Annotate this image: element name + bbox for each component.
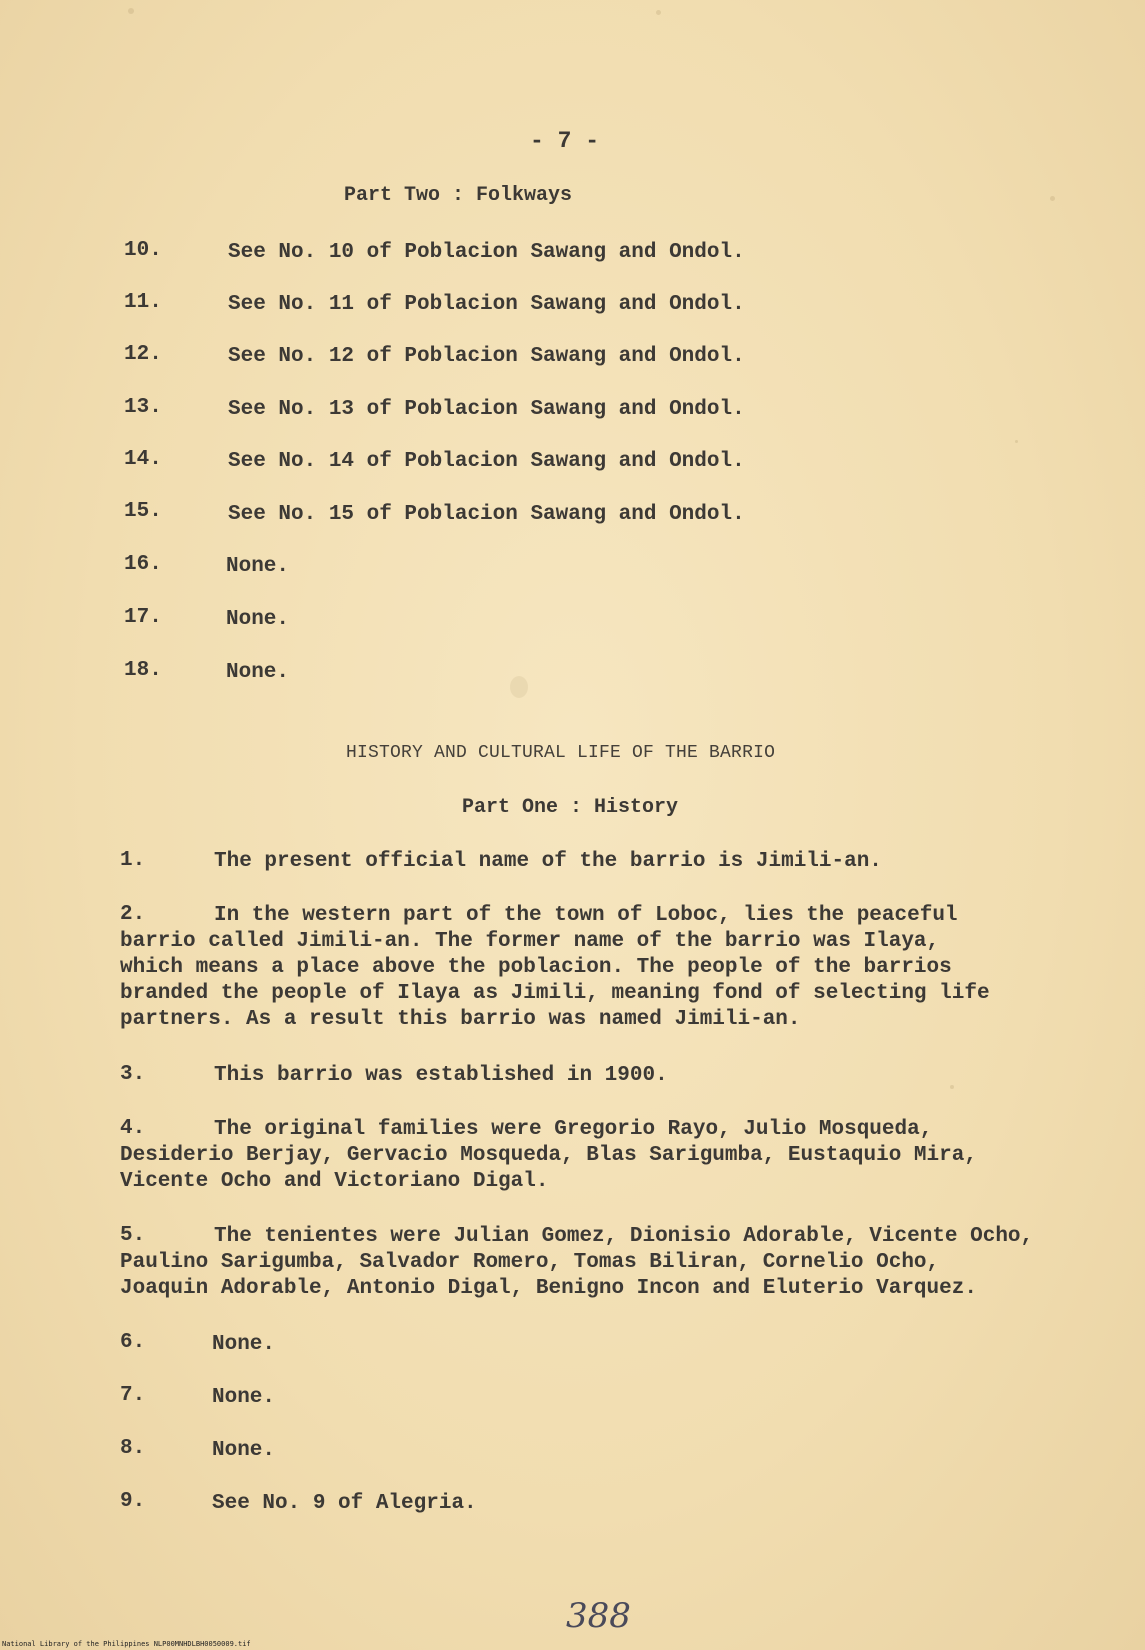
item-number: 9. [120, 1490, 146, 1513]
item-text: None. [226, 555, 290, 578]
item-number: 14. [124, 448, 162, 471]
paper-speck [510, 676, 528, 698]
item-line: which means a place above the poblacion. The people of the barrios [120, 956, 952, 979]
item-text: See No. 11 of Poblacion Sawang and Ondol. [228, 293, 745, 316]
paper-speck [1015, 440, 1018, 443]
item-text: This barrio was established in 1900. [214, 1064, 668, 1087]
item-text: See No. 12 of Poblacion Sawang and Ondol. [228, 345, 745, 368]
item-line: partners. As a result this barrio was named Jimili-an. [120, 1008, 801, 1031]
item-text: The present official name of the barrio is Jimili-an. [214, 850, 882, 873]
part-two-heading: Part Two : Folkways [344, 184, 573, 207]
item-text: See No. 10 of Poblacion Sawang and Ondol. [228, 241, 745, 264]
item-line: Paulino Sarigumba, Salvador Romero, Tomas Biliran, Cornelio Ocho, [120, 1251, 940, 1274]
item-text: See No. 15 of Poblacion Sawang and Ondol. [228, 503, 745, 526]
item-text: None. [212, 1386, 276, 1409]
paper-speck [1050, 196, 1055, 201]
part-one-heading: Part One : History [462, 796, 679, 819]
item-text: None. [226, 608, 290, 631]
item-text: See No. 9 of Alegria. [212, 1492, 477, 1515]
item-number: 18. [124, 659, 162, 682]
paper-speck [128, 8, 134, 14]
item-number: 10. [124, 239, 162, 262]
paper-speck [656, 10, 661, 15]
item-number: 11. [124, 291, 162, 314]
item-text: None. [212, 1333, 276, 1356]
item-text: See No. 14 of Poblacion Sawang and Ondol. [228, 450, 745, 473]
item-number: 4. [120, 1117, 146, 1140]
item-number: 6. [120, 1331, 146, 1354]
item-number: 12. [124, 343, 162, 366]
item-number: 8. [120, 1437, 146, 1460]
page-number: - 7 - [530, 128, 600, 154]
item-number: 16. [124, 553, 162, 576]
item-line: The tenientes were Julian Gomez, Dionisio Adorable, Vicente Ocho, [214, 1225, 1034, 1248]
item-text: None. [212, 1439, 276, 1462]
section-title: HISTORY AND CULTURAL LIFE OF THE BARRIO [346, 743, 776, 763]
item-line: Joaquin Adorable, Antonio Digal, Benigno Incon and Eluterio Varquez. [120, 1277, 977, 1300]
item-line: barrio called Jimili-an. The former name of the barrio was Ilaya, [120, 930, 940, 953]
item-number: 7. [120, 1384, 146, 1407]
item-line: The original families were Gregorio Rayo, Julio Mosqueda, [214, 1118, 933, 1141]
item-number: 2. [120, 903, 146, 926]
item-line: In the western part of the town of Loboc, lies the peaceful [214, 904, 958, 927]
item-line: branded the people of Ilaya as Jimili, meaning fond of selecting life [120, 982, 990, 1005]
item-text: None. [226, 661, 290, 684]
paper-speck [950, 1085, 954, 1089]
item-number: 15. [124, 500, 162, 523]
scan-footer: National Library of the Philippines NLP00MNHDLBH0050009.tif [2, 1640, 251, 1648]
item-number: 3. [120, 1063, 146, 1086]
item-number: 13. [124, 396, 162, 419]
item-text: See No. 13 of Poblacion Sawang and Ondol. [228, 398, 745, 421]
handwritten-page-number: 388 [566, 1596, 631, 1636]
item-number: 1. [120, 849, 146, 872]
item-line: Vicente Ocho and Victoriano Digal. [120, 1170, 549, 1193]
item-line: Desiderio Berjay, Gervacio Mosqueda, Blas Sarigumba, Eustaquio Mira, [120, 1144, 977, 1167]
item-number: 5. [120, 1224, 146, 1247]
item-number: 17. [124, 606, 162, 629]
